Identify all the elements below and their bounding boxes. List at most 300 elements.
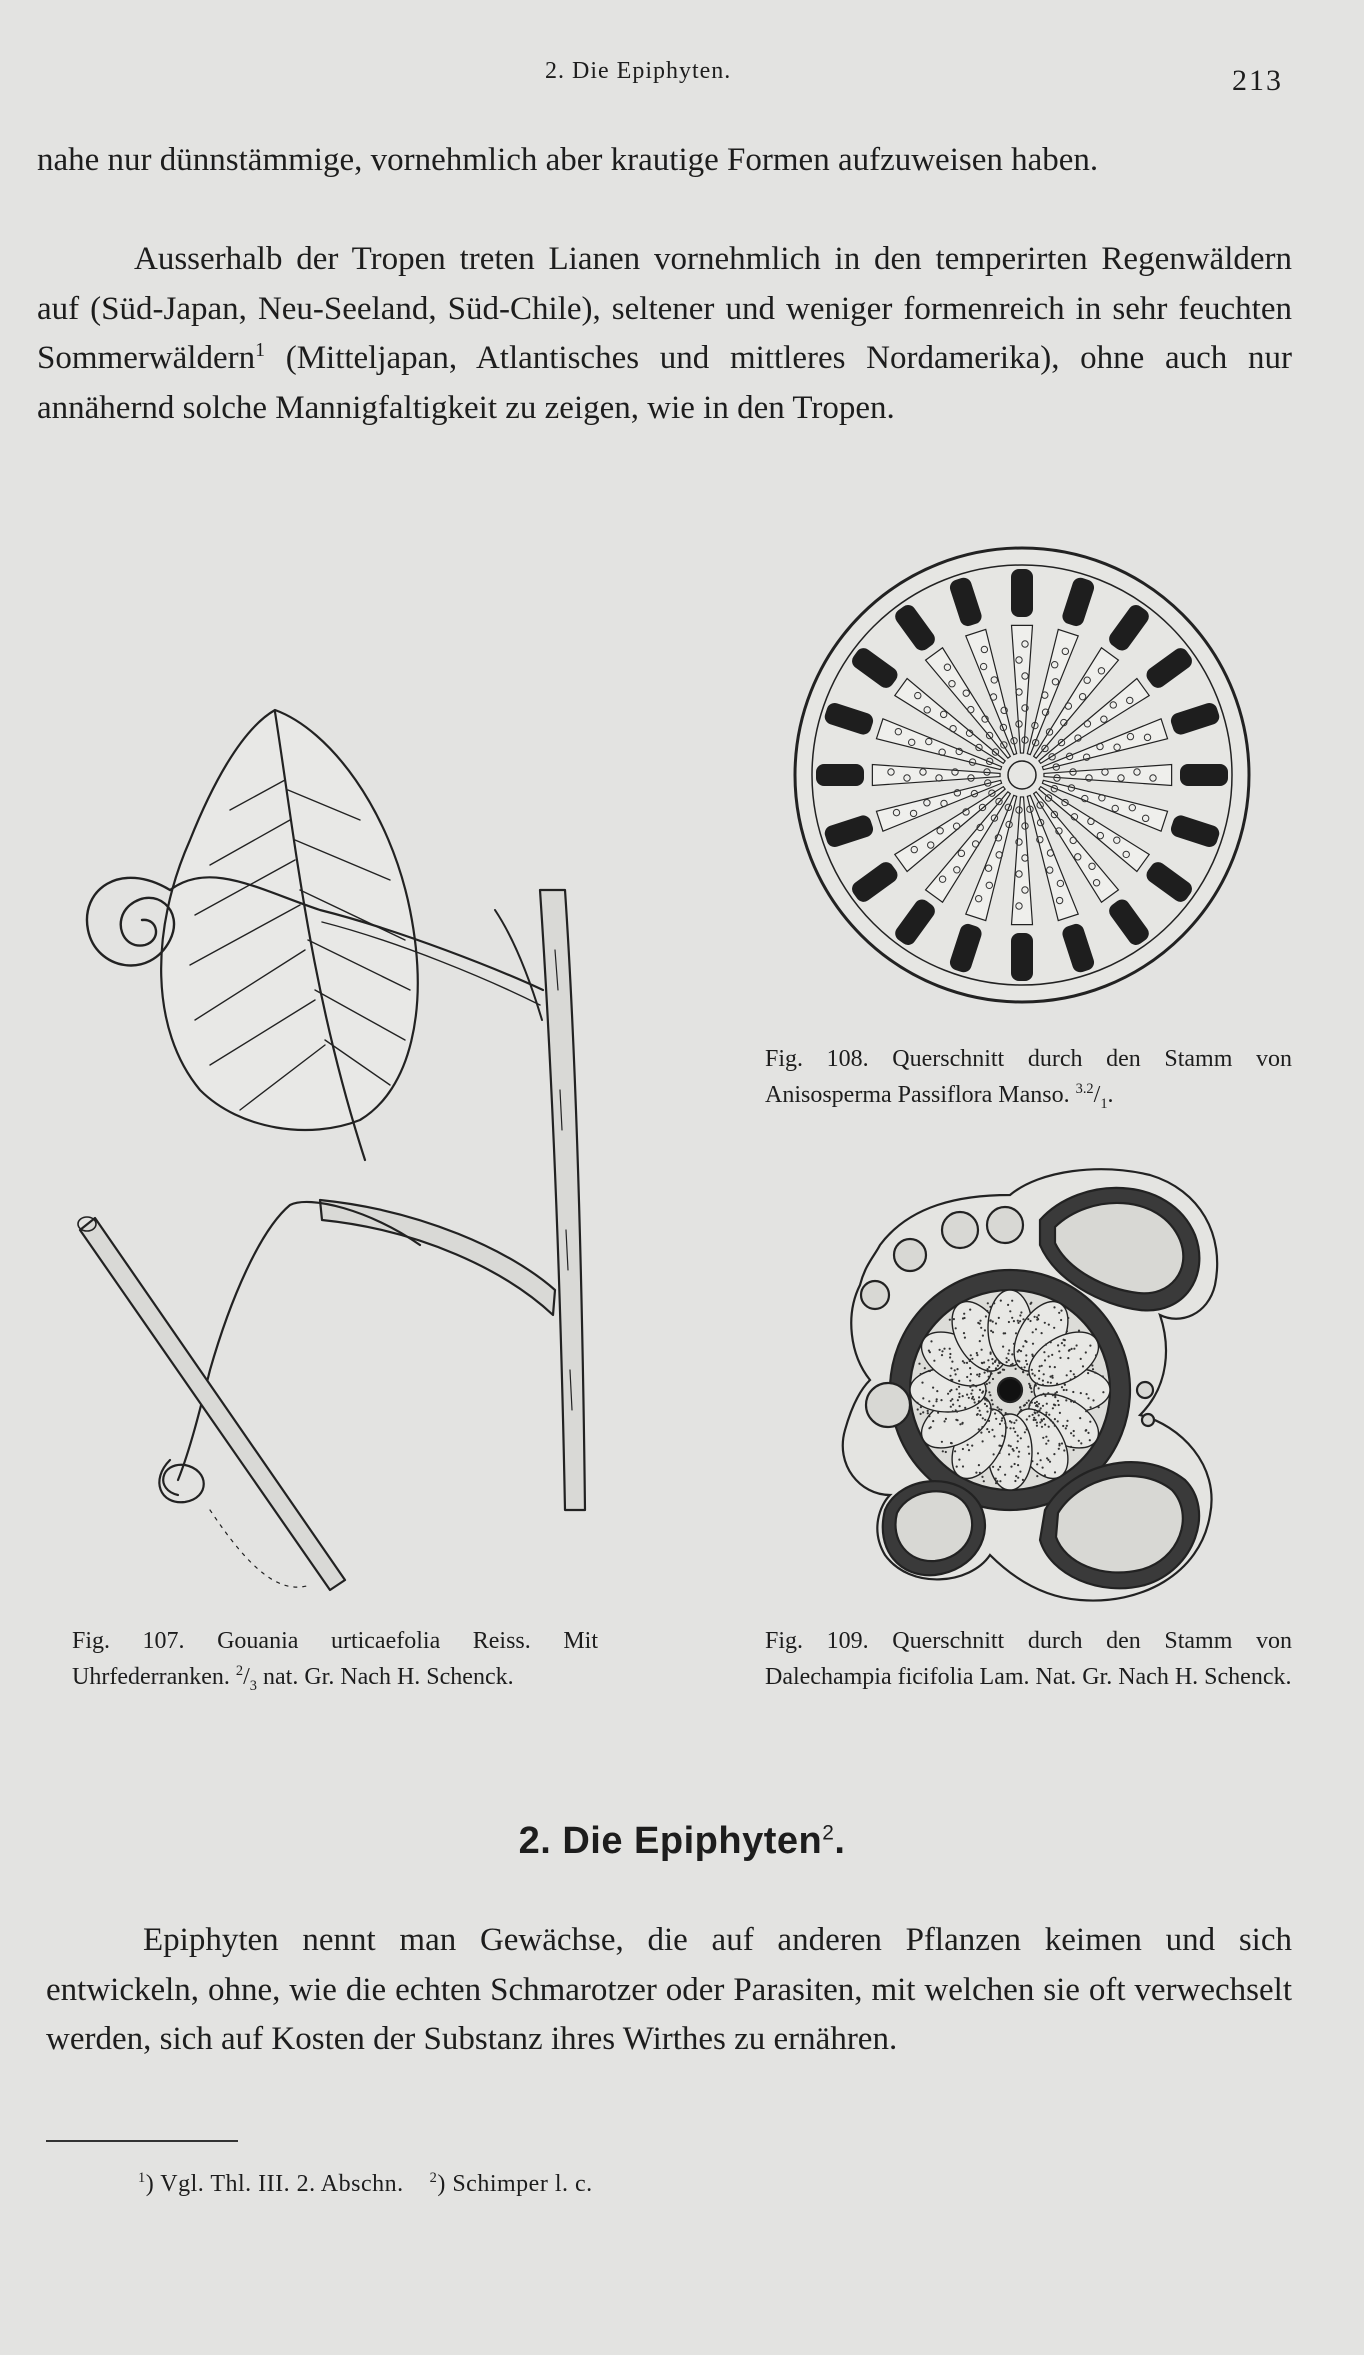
stipple-dot xyxy=(998,1408,1000,1410)
stipple-dot xyxy=(918,1363,920,1365)
stipple-dot xyxy=(958,1386,960,1388)
stipple-dot xyxy=(987,1359,989,1361)
stipple-dot xyxy=(1008,1359,1010,1361)
stipple-dot xyxy=(980,1327,982,1329)
stipple-dot xyxy=(999,1372,1001,1374)
stipple-dot xyxy=(1094,1372,1096,1374)
stipple-dot xyxy=(993,1453,995,1455)
stipple-dot xyxy=(1016,1447,1018,1449)
figure-108-caption-end: . xyxy=(1107,1082,1114,1108)
stipple-dot xyxy=(1102,1391,1104,1393)
stipple-dot xyxy=(1014,1463,1016,1465)
stipple-dot xyxy=(992,1409,994,1411)
stipple-dot xyxy=(968,1397,970,1399)
stipple-dot xyxy=(978,1428,980,1430)
stipple-dot xyxy=(1065,1389,1067,1391)
stipple-dot xyxy=(1063,1339,1065,1341)
stipple-dot xyxy=(1028,1400,1030,1402)
stipple-dot xyxy=(1043,1373,1045,1375)
stipple-dot xyxy=(930,1340,932,1342)
stipple-dot xyxy=(1035,1384,1037,1386)
stipple-dot xyxy=(1012,1363,1014,1365)
footnote-2-mark: 2 xyxy=(429,2170,438,2186)
stipple-dot xyxy=(1001,1420,1003,1422)
stipple-dot xyxy=(1067,1357,1069,1359)
stipple-dot xyxy=(1056,1383,1058,1385)
stipple-dot xyxy=(962,1448,964,1450)
stipple-dot xyxy=(1072,1391,1074,1393)
stipple-dot xyxy=(984,1419,986,1421)
stipple-dot xyxy=(1015,1332,1017,1334)
stipple-dot xyxy=(999,1412,1001,1414)
stipple-dot xyxy=(1070,1370,1072,1372)
stipple-dot xyxy=(956,1419,958,1421)
stipple-dot xyxy=(1054,1395,1056,1397)
stipple-dot xyxy=(1049,1461,1051,1463)
stipple-dot xyxy=(1061,1342,1063,1344)
stipple-dot xyxy=(1010,1466,1012,1468)
stipple-dot xyxy=(1045,1414,1047,1416)
stipple-dot xyxy=(989,1407,991,1409)
stipple-dot xyxy=(1000,1300,1002,1302)
stipple-dot xyxy=(966,1362,968,1364)
stipple-dot xyxy=(950,1406,952,1408)
stipple-dot xyxy=(1007,1413,1009,1415)
stipple-dot xyxy=(1018,1349,1020,1351)
stipple-dot xyxy=(1035,1328,1037,1330)
stipple-dot xyxy=(1007,1353,1009,1355)
paragraph-2 xyxy=(37,235,1292,433)
stipple-dot xyxy=(1064,1384,1066,1386)
stipple-dot xyxy=(998,1452,1000,1454)
stipple-dot xyxy=(995,1482,997,1484)
stipple-dot xyxy=(1015,1419,1017,1421)
stipple-dot xyxy=(941,1354,943,1356)
stipple-dot xyxy=(916,1402,918,1404)
stipple-dot xyxy=(980,1432,982,1434)
stipple-dot xyxy=(963,1362,965,1364)
stipple-dot xyxy=(1070,1446,1072,1448)
stipple-dot xyxy=(1014,1431,1016,1433)
stipple-dot xyxy=(987,1302,989,1304)
stipple-dot xyxy=(1031,1460,1033,1462)
footnotes xyxy=(138,2171,593,2198)
stipple-dot xyxy=(1061,1442,1063,1444)
stipple-dot xyxy=(1013,1320,1015,1322)
stipple-dot xyxy=(991,1429,993,1431)
stipple-dot xyxy=(1038,1387,1040,1389)
figure-108-caption-text: Fig. 108. Querschnitt durch den Stamm von Anisosperma Passiflora Manso. xyxy=(765,1046,1292,1108)
stipple-dot xyxy=(1065,1427,1067,1429)
stipple-dot xyxy=(1043,1351,1045,1353)
stipple-dot xyxy=(940,1399,942,1401)
stipple-dot xyxy=(1042,1380,1044,1382)
phloem-bundle xyxy=(1180,764,1228,786)
stipple-dot xyxy=(933,1360,935,1362)
stipple-dot xyxy=(976,1354,978,1356)
stipple-dot xyxy=(981,1392,983,1394)
stipple-dot xyxy=(1058,1312,1060,1314)
spring-tendril xyxy=(87,878,174,966)
stipple-dot xyxy=(988,1420,990,1422)
stipple-dot xyxy=(932,1387,934,1389)
stipple-dot xyxy=(1073,1348,1075,1350)
section-paragraph: Epiphyten nennt man Gewächse, die auf anderen Pflanzen keimen und sich entwickeln, ohne, wie die echten Schmarotzer oder Parasiten, mit welchen sie oft verwechselt werden, sich auf Kosten der Substanz ihres Wirthes zu ernähren. xyxy=(46,1922,1292,2057)
stipple-dot xyxy=(1040,1394,1042,1396)
stipple-dot xyxy=(985,1390,987,1392)
stipple-dot xyxy=(1052,1377,1054,1379)
stipple-dot xyxy=(1039,1421,1041,1423)
stipple-dot xyxy=(1011,1300,1013,1302)
stipple-dot xyxy=(1043,1418,1045,1420)
stipple-dot xyxy=(1036,1316,1038,1318)
stipple-dot xyxy=(958,1459,960,1461)
stipple-dot xyxy=(985,1315,987,1317)
stipple-dot xyxy=(1050,1419,1052,1421)
stipple-dot xyxy=(1032,1414,1034,1416)
stipple-dot xyxy=(920,1413,922,1415)
stipple-dot xyxy=(949,1353,951,1355)
pith-center xyxy=(998,1378,1022,1402)
stipple-dot xyxy=(1076,1344,1078,1346)
stipple-dot xyxy=(1045,1436,1047,1438)
stipple-dot xyxy=(920,1406,922,1408)
stipple-dot xyxy=(953,1318,955,1320)
stipple-dot xyxy=(1002,1346,1004,1348)
scale-denominator: 1 xyxy=(1100,1095,1108,1112)
stipple-dot xyxy=(939,1349,941,1351)
stipple-dot xyxy=(995,1418,997,1420)
stipple-dot xyxy=(954,1369,956,1371)
footnote-ref-1: 1 xyxy=(255,339,265,361)
stipple-dot xyxy=(1037,1452,1039,1454)
stipple-dot xyxy=(1006,1361,1008,1363)
stipple-dot xyxy=(1029,1385,1031,1387)
stipple-dot xyxy=(989,1320,991,1322)
stipple-dot xyxy=(975,1385,977,1387)
stipple-dot xyxy=(1054,1392,1056,1394)
stipple-dot xyxy=(993,1435,995,1437)
stipple-dot xyxy=(1078,1440,1080,1442)
stipple-dot xyxy=(962,1422,964,1424)
stipple-dot xyxy=(1034,1402,1036,1404)
scale-denominator: 3 xyxy=(249,1677,257,1694)
stipple-dot xyxy=(1013,1343,1015,1345)
stipple-dot xyxy=(1052,1394,1054,1396)
stipple-dot xyxy=(1033,1419,1035,1421)
stipple-dot xyxy=(1025,1354,1027,1356)
footnote-ref-2: 2 xyxy=(822,1821,835,1845)
stipple-dot xyxy=(951,1379,953,1381)
stipple-dot xyxy=(1001,1435,1003,1437)
stipple-dot xyxy=(1013,1450,1015,1452)
stipple-dot xyxy=(964,1337,966,1339)
phloem-bundle xyxy=(816,764,864,786)
stipple-dot xyxy=(1017,1320,1019,1322)
stipple-dot xyxy=(1027,1318,1029,1320)
stipple-dot xyxy=(986,1383,988,1385)
stipple-dot xyxy=(1038,1314,1040,1316)
stipple-dot xyxy=(1065,1399,1067,1401)
stipple-dot xyxy=(920,1373,922,1375)
stipple-dot xyxy=(986,1405,988,1407)
stipple-dot xyxy=(982,1440,984,1442)
stipple-dot xyxy=(956,1388,958,1390)
stipple-dot xyxy=(1047,1381,1049,1383)
stipple-dot xyxy=(996,1480,998,1482)
stipple-dot xyxy=(1041,1426,1043,1428)
stipple-dot xyxy=(1032,1343,1034,1345)
stipple-dot xyxy=(984,1403,986,1405)
stipple-dot xyxy=(981,1362,983,1364)
stipple-dot xyxy=(1017,1464,1019,1466)
stipple-dot xyxy=(1082,1365,1084,1367)
stipple-dot xyxy=(1010,1445,1012,1447)
stipple-dot xyxy=(999,1466,1001,1468)
stipple-dot xyxy=(1053,1327,1055,1329)
stipple-dot xyxy=(1014,1480,1016,1482)
stipple-dot xyxy=(1038,1403,1040,1405)
stipple-dot xyxy=(1006,1357,1008,1359)
stipple-dot xyxy=(1063,1344,1065,1346)
stipple-dot xyxy=(1026,1428,1028,1430)
lower-branch xyxy=(320,1200,555,1315)
stipple-dot xyxy=(1095,1354,1097,1356)
stipple-dot xyxy=(943,1348,945,1350)
stipple-dot xyxy=(959,1423,961,1425)
stipple-dot xyxy=(1073,1373,1075,1375)
stipple-dot xyxy=(1079,1417,1081,1419)
stipple-dot xyxy=(962,1395,964,1397)
stipple-dot xyxy=(959,1405,961,1407)
stipple-dot xyxy=(997,1469,999,1471)
stipple-dot xyxy=(969,1380,971,1382)
stipple-dot xyxy=(1034,1316,1036,1318)
stipple-dot xyxy=(986,1400,988,1402)
stipple-dot xyxy=(1017,1322,1019,1324)
stipple-dot xyxy=(1044,1474,1046,1476)
stipple-dot xyxy=(1089,1421,1091,1423)
stipple-dot xyxy=(1041,1365,1043,1367)
stipple-dot xyxy=(992,1321,994,1323)
stipple-dot xyxy=(984,1399,986,1401)
paragraph-2-text-b: (Mitteljapan, Atlantisches und mittleres Nordamerika), ohne auch nur annähernd solche Mannigfaltigkeit zu zeigen, wie in den Tropen. xyxy=(37,340,1292,426)
stipple-dot xyxy=(1042,1384,1044,1386)
stipple-dot xyxy=(1066,1425,1068,1427)
stipple-dot xyxy=(1046,1403,1048,1405)
stipple-dot xyxy=(950,1367,952,1369)
stipple-dot xyxy=(1026,1418,1028,1420)
stipple-dot xyxy=(928,1400,930,1402)
stipple-dot xyxy=(976,1352,978,1354)
stipple-dot xyxy=(952,1404,954,1406)
stipple-dot xyxy=(1050,1382,1052,1384)
stipple-dot xyxy=(995,1478,997,1480)
stipple-dot xyxy=(1015,1475,1017,1477)
stipple-dot xyxy=(1001,1417,1003,1419)
stipple-dot xyxy=(1027,1446,1029,1448)
stipple-dot xyxy=(979,1340,981,1342)
stipple-dot xyxy=(928,1427,930,1429)
stipple-dot xyxy=(992,1362,994,1364)
stipple-dot xyxy=(1066,1374,1068,1376)
stipple-dot xyxy=(1022,1479,1024,1481)
stipple-dot xyxy=(1048,1324,1050,1326)
stipple-dot xyxy=(958,1396,960,1398)
stipple-dot xyxy=(924,1367,926,1369)
stipple-dot xyxy=(949,1348,951,1350)
stipple-dot xyxy=(986,1310,988,1312)
stipple-dot xyxy=(945,1451,947,1453)
stipple-dot xyxy=(1019,1314,1021,1316)
stipple-dot xyxy=(1067,1317,1069,1319)
stipple-dot xyxy=(1024,1366,1026,1368)
stipple-dot xyxy=(1030,1387,1032,1389)
stipple-dot xyxy=(1054,1425,1056,1427)
stipple-dot xyxy=(973,1384,975,1386)
stipple-dot xyxy=(1032,1331,1034,1333)
stipple-dot xyxy=(1059,1357,1061,1359)
stipple-dot xyxy=(1060,1310,1062,1312)
stipple-dot xyxy=(1054,1366,1056,1368)
stipple-dot xyxy=(970,1393,972,1395)
stipple-dot xyxy=(922,1411,924,1413)
stipple-dot xyxy=(988,1382,990,1384)
stipple-dot xyxy=(1039,1365,1041,1367)
stipple-dot xyxy=(1085,1351,1087,1353)
stipple-dot xyxy=(989,1394,991,1396)
stipple-dot xyxy=(979,1373,981,1375)
stipple-dot xyxy=(1011,1353,1013,1355)
stipple-dot xyxy=(963,1332,965,1334)
stipple-dot xyxy=(988,1376,990,1378)
stipple-dot xyxy=(983,1361,985,1363)
stipple-dot xyxy=(995,1322,997,1324)
stipple-dot xyxy=(994,1360,996,1362)
stipple-dot xyxy=(1057,1420,1059,1422)
stipple-dot xyxy=(1005,1412,1007,1414)
stipple-dot xyxy=(999,1480,1001,1482)
stipple-dot xyxy=(1009,1420,1011,1422)
footnote-1: ) Vgl. Thl. III. 2. Abschn. xyxy=(145,2171,404,2197)
stipple-dot xyxy=(968,1449,970,1451)
stipple-dot xyxy=(1042,1437,1044,1439)
stipple-dot xyxy=(1073,1430,1075,1432)
stipple-dot xyxy=(984,1329,986,1331)
stipple-dot xyxy=(956,1466,958,1468)
stipple-dot xyxy=(979,1410,981,1412)
stipple-dot xyxy=(1040,1407,1042,1409)
stipple-dot xyxy=(1049,1366,1051,1368)
stipple-dot xyxy=(937,1412,939,1414)
stipple-dot xyxy=(1024,1431,1026,1433)
stipple-dot xyxy=(1008,1321,1010,1323)
stipple-dot xyxy=(1018,1360,1020,1362)
stipple-dot xyxy=(1006,1427,1008,1429)
stipple-dot xyxy=(1044,1322,1046,1324)
stipple-dot xyxy=(1046,1457,1048,1459)
stipple-dot xyxy=(941,1350,943,1352)
stipple-dot xyxy=(1019,1411,1021,1413)
stipple-dot xyxy=(1025,1360,1027,1362)
stipple-dot xyxy=(954,1450,956,1452)
stipple-dot xyxy=(956,1411,958,1413)
stipple-dot xyxy=(1028,1453,1030,1455)
stipple-dot xyxy=(1036,1422,1038,1424)
stipple-dot xyxy=(951,1442,953,1444)
stipple-dot xyxy=(1087,1372,1089,1374)
stipple-dot xyxy=(975,1472,977,1474)
stipple-dot xyxy=(1034,1374,1036,1376)
stipple-dot xyxy=(992,1466,994,1468)
stipple-dot xyxy=(1045,1344,1047,1346)
stipple-dot xyxy=(1047,1392,1049,1394)
stipple-dot xyxy=(1026,1402,1028,1404)
stipple-dot xyxy=(936,1390,938,1392)
stipple-dot xyxy=(1060,1319,1062,1321)
stipple-dot xyxy=(1038,1409,1040,1411)
stipple-dot xyxy=(1038,1370,1040,1372)
main-stem xyxy=(540,890,585,1510)
stipple-dot xyxy=(1044,1359,1046,1361)
stipple-dot xyxy=(955,1373,957,1375)
stipple-dot xyxy=(1102,1375,1104,1377)
stipple-dot xyxy=(1058,1443,1060,1445)
stipple-dot xyxy=(1059,1412,1061,1414)
stipple-dot xyxy=(1007,1304,1009,1306)
stipple-dot xyxy=(1070,1400,1072,1402)
stipple-dot xyxy=(987,1368,989,1370)
stipple-dot xyxy=(970,1354,972,1356)
stipple-dot xyxy=(1004,1474,1006,1476)
stipple-dot xyxy=(1033,1417,1035,1419)
stipple-dot xyxy=(928,1415,930,1417)
stipple-dot xyxy=(936,1398,938,1400)
stipple-dot xyxy=(1087,1397,1089,1399)
footnote-rule xyxy=(46,2140,238,2142)
stipple-dot xyxy=(1048,1426,1050,1428)
stipple-dot xyxy=(1092,1368,1094,1370)
figure-107-illustration xyxy=(60,690,620,1620)
figure-109-illustration xyxy=(840,1165,1220,1610)
stipple-dot xyxy=(944,1420,946,1422)
lower-tendril xyxy=(178,1202,420,1480)
stipple-dot xyxy=(955,1327,957,1329)
stipple-dot xyxy=(971,1389,973,1391)
stipple-dot xyxy=(1017,1477,1019,1479)
stipple-dot xyxy=(962,1317,964,1319)
stipple-dot xyxy=(1057,1400,1059,1402)
stipple-dot xyxy=(1062,1425,1064,1427)
stipple-dot xyxy=(1086,1393,1088,1395)
stipple-dot xyxy=(1008,1349,1010,1351)
stipple-dot xyxy=(1022,1318,1024,1320)
stipple-dot xyxy=(917,1408,919,1410)
stipple-dot xyxy=(989,1370,991,1372)
stipple-dot xyxy=(977,1413,979,1415)
stipple-dot xyxy=(1042,1467,1044,1469)
figure-107-caption-end: nat. Gr. Nach H. Schenck. xyxy=(257,1664,514,1690)
stipple-dot xyxy=(1091,1364,1093,1366)
stipple-dot xyxy=(974,1401,976,1403)
stipple-dot xyxy=(993,1302,995,1304)
stipple-dot xyxy=(1020,1409,1022,1411)
stipple-dot xyxy=(922,1397,924,1399)
section-heading-suffix: . xyxy=(834,1820,846,1862)
stipple-dot xyxy=(1034,1412,1036,1414)
stipple-dot xyxy=(1053,1453,1055,1455)
stipple-dot xyxy=(941,1441,943,1443)
